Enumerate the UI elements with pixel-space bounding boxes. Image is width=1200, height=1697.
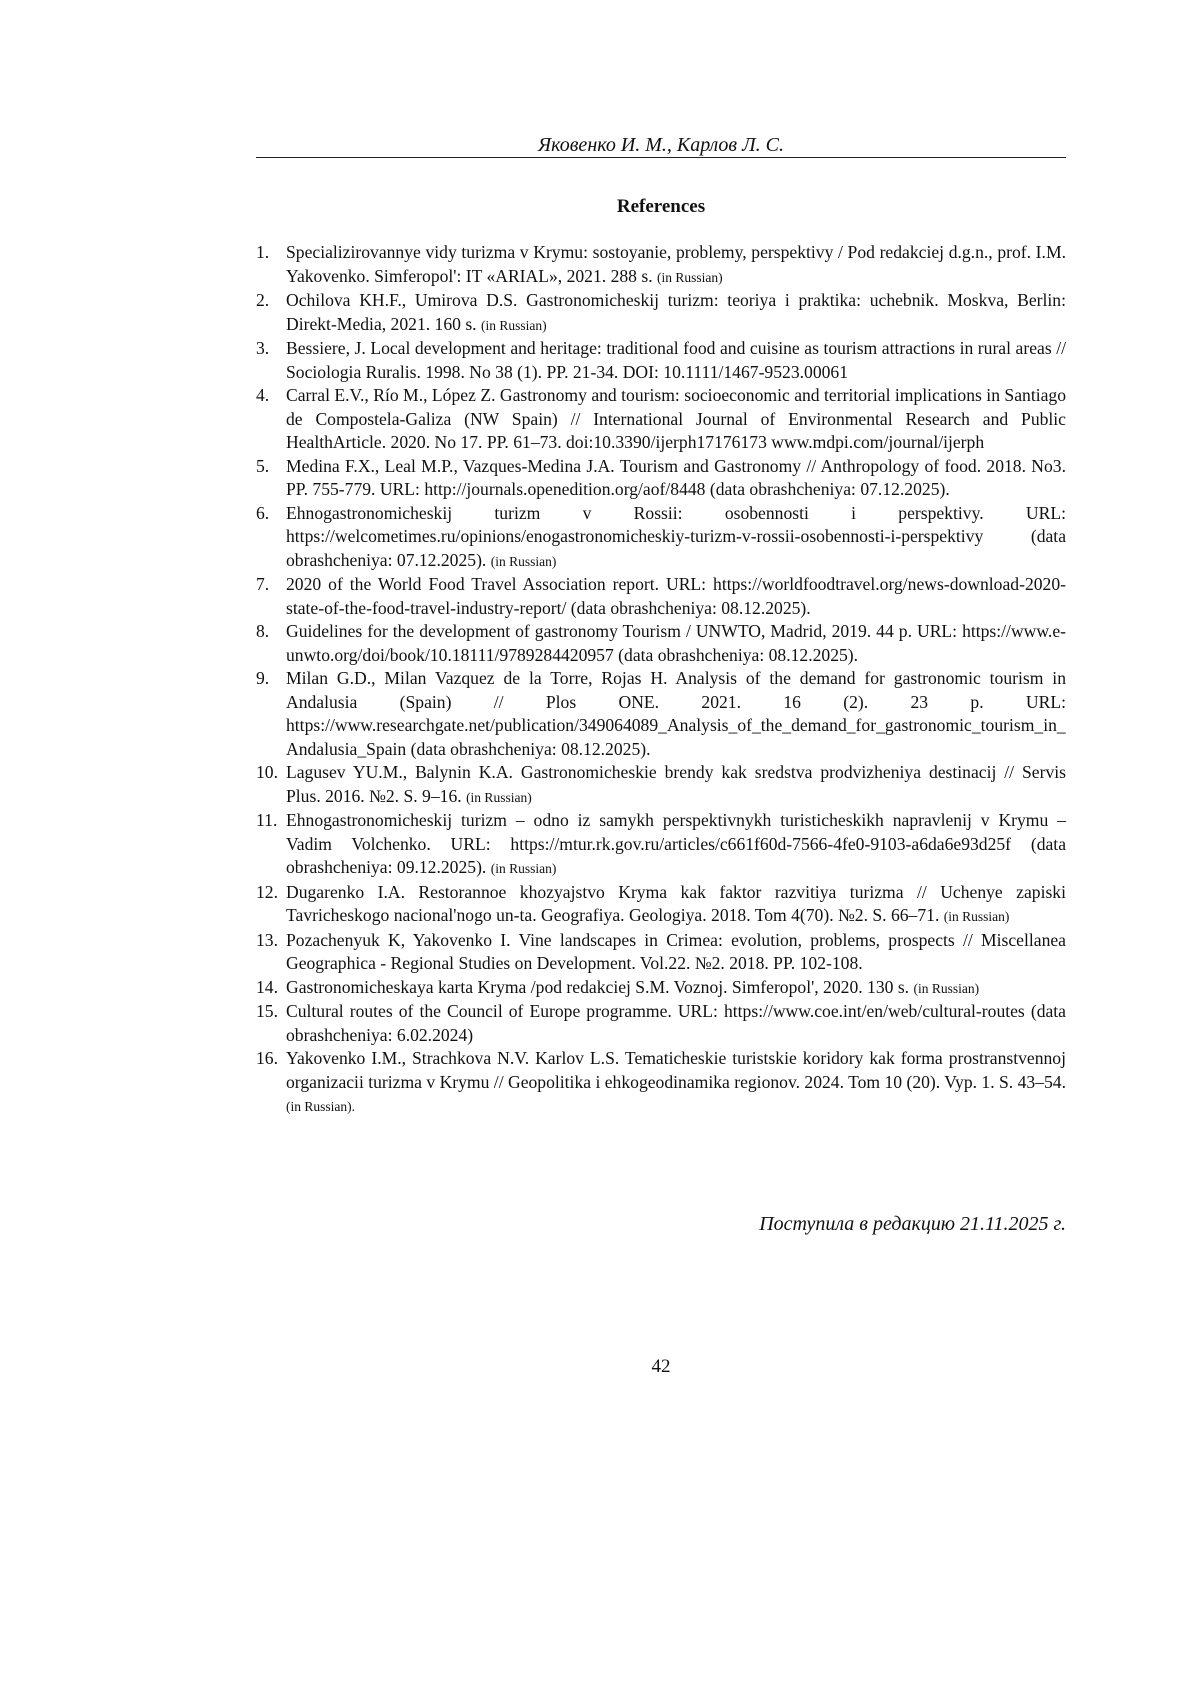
references-list — [256, 241, 1066, 1119]
reference-number: 2. — [256, 290, 270, 310]
reference-body — [286, 620, 1066, 667]
reference-body — [286, 384, 1066, 455]
reference-number: 15. — [256, 1001, 278, 1021]
reference-text: Bessiere, J. Local development and heritage: traditional food and cuisine as tourism attractions in rural areas // Sociologia Ruralis. 1998. No 38 (1). PP. 21-34. DOI: 10.1111/1467-9523.00061 — [286, 338, 1066, 382]
reference-item — [256, 667, 1066, 761]
reference-text: Milan G.D., Milan Vazquez de la Torre, Rojas H. Analysis of the demand for gastronomic tourism in Andalusia (Spain) // Plos ONE. 2021. 16 (2). 23 p. URL: https://www.researchgate.net/publication/349064089_Analysis_of_the_demand_for_gastronomic_tourism_in_Andalusia_Spain (data obrashcheniya: 08.12.2025). — [286, 668, 1066, 759]
reference-number: 5. — [256, 455, 270, 476]
reference-text: Ehnogastronomicheskij turizm v Rossii: osobennosti i perspektivy. URL: https://welcometimes.ru/opinions/enogastronomicheskiy-turizm-v-rossii-osobennosti-i-perspektivy (data obrashcheniya: 07.12.2025). — [286, 502, 1066, 570]
reference-text: Guidelines for the development of gastronomy Tourism / UNWTO, Madrid, 2019. 44 p. URL: https://www.e-unwto.org/doi/book/10.18111/9789284420957 (data obrashcheniya: 08.12.2025). — [286, 621, 1066, 665]
reference-item — [256, 502, 1066, 574]
reference-text: Carral E.V., Río M., López Z. Gastronomy and tourism: socioeconomic and territorial implications in Santiago de Compostela-Galiza (NW Spain) // International Journal of Environmental Research and Public HealthArticle. 2020. No 17. PP. 61–73. doi:10.3390/ijerph17176173 www.mdpi.com/journal/ijerph — [286, 385, 1066, 452]
reference-body — [286, 502, 1066, 574]
reference-body — [286, 1047, 1066, 1119]
reference-text: Cultural routes of the Council of Europe programme. URL: https://www.coe.int/en/web/cultural-routes (data obrashcheniya: 6.02.2024) — [286, 1001, 1066, 1045]
reference-item — [256, 1047, 1066, 1119]
reference-item — [256, 573, 1066, 620]
reference-body — [286, 976, 1066, 1001]
reference-body — [286, 241, 1066, 289]
reference-number: 4. — [256, 385, 270, 405]
reference-number: 1. — [256, 242, 270, 262]
reference-number: 9. — [256, 668, 270, 688]
reference-text: Specializirovannye vidy turizma v Krymu: sostoyanie, problemy, perspektivy / Pod redakciej d.g.n., prof. I.M. Yakovenko. Simferopol': IT «ARIAL», 2021. 288 s. — [286, 242, 1066, 286]
reference-item — [256, 337, 1066, 384]
reference-body — [286, 881, 1066, 929]
reference-body — [286, 455, 1066, 502]
reference-text: Pozachenyuk K, Yakovenko I. Vine landscapes in Crimea: evolution, problems, prospects // Miscellanea Geographica - Regional Studies on Development. Vol.22. №2. 2018. PP. 102-108. — [286, 929, 1066, 973]
reference-language-note: (in Russian) — [913, 980, 980, 996]
reference-body — [286, 1000, 1066, 1047]
reference-text: Dugarenko I.A. Restorannoe khozyajstvo Kryma kak faktor razvitiya turizma // Uchenye zapiski Tavricheskogo nacional'nogo un-ta. Geografiya. Geologiya. 2018. Tom 4(70). №2. S. 66–71. — [286, 881, 1066, 925]
reference-body — [286, 289, 1066, 337]
reference-number: 7. — [256, 574, 270, 594]
reference-item — [256, 289, 1066, 337]
references-heading: References — [616, 196, 706, 217]
reference-body — [286, 761, 1066, 809]
reference-language-note: (in Russian) — [490, 861, 557, 876]
reference-text: Yakovenko I.M., Strachkova N.V. Karlov L.S. Tematicheskie turistskie koridory kak forma prostranstvennoj organizacii turizma v Krymu // Geopolitika i ehkogeodinamika regionov. 2024. Tom 10 (20). Vyp. 1. S. 43–54. — [286, 1048, 1066, 1092]
reference-language-note: (in Russian) — [490, 553, 557, 569]
reference-number: 13. — [256, 929, 278, 950]
reference-number: 16. — [256, 1048, 278, 1068]
reference-item — [256, 620, 1066, 667]
reference-body — [286, 667, 1066, 761]
reference-number: 10. — [256, 762, 278, 782]
reference-number: 12. — [256, 881, 278, 902]
reference-item — [256, 976, 1066, 1001]
reference-language-note: (in Russian) — [480, 317, 547, 333]
reference-number: 3. — [256, 338, 270, 358]
reference-text: Medina F.X., Leal M.P., Vazques-Medina J.A. Tourism and Gastronomy // Anthropology of food. 2018. No3. PP. 755-779. URL: http://journals.openedition.org/aof/8448 (data obrashcheniya: 07.12.2025). — [286, 455, 1066, 499]
reference-text: Lagusev YU.M., Balynin K.A. Gastronomicheskie brendy kak sredstva prodvizheniya destinacij // Servis Plus. 2016. №2. S. 9–16. — [286, 762, 1066, 806]
reference-item — [256, 384, 1066, 455]
received-date: Поступила в редакцию 21.11.2025 г. — [759, 1213, 1066, 1235]
header-rule — [256, 157, 1066, 158]
reference-item — [256, 929, 1066, 976]
reference-language-note: (in Russian) — [943, 909, 1010, 924]
reference-item — [256, 1000, 1066, 1047]
reference-language-note: (in Russian) — [657, 269, 723, 285]
reference-language-note: (in Russian) — [466, 789, 532, 805]
reference-text: Ehnogastronomicheskij turizm – odno iz samykh perspektivnykh turisticheskikh napravlenij v Krymu – Vadim Volchenko. URL: https://mtur.rk.gov.ru/articles/c661f60d-7566-4fe0-9103-a6da6e93d25f (data obrashcheniya: 09.12.2025). — [286, 810, 1066, 877]
running-header: Яковенко И. М., Карлов Л. С. — [538, 134, 784, 156]
reference-item — [256, 809, 1066, 881]
reference-number: 8. — [256, 621, 270, 641]
reference-item — [256, 761, 1066, 809]
reference-text: 2020 of the World Food Travel Association report. URL: https://worldfoodtravel.org/news-download-2020-state-of-the-food-travel-industry-report/ (data obrashcheniya: 08.12.2025). — [286, 574, 1066, 618]
reference-body — [286, 929, 1066, 976]
reference-text: Ochilova KH.F., Umirova D.S. Gastronomicheskij turizm: teoriya i praktika: uchebnik. Moskva, Berlin: Direkt-Media, 2021. 160 s. — [286, 290, 1066, 334]
reference-body — [286, 337, 1066, 384]
reference-number: 6. — [256, 502, 270, 523]
reference-body — [286, 573, 1066, 620]
reference-item — [256, 241, 1066, 289]
reference-number: 11. — [256, 810, 278, 830]
reference-body — [286, 809, 1066, 881]
page-number: 42 — [651, 1356, 671, 1377]
reference-number: 14. — [256, 976, 278, 997]
reference-item — [256, 881, 1066, 929]
reference-item — [256, 455, 1066, 502]
reference-text: Gastronomicheskaya karta Kryma /pod redakciej S.M. Voznoj. Simferopol', 2020. 130 s. — [286, 976, 910, 997]
reference-language-note: (in Russian). — [286, 1099, 355, 1114]
